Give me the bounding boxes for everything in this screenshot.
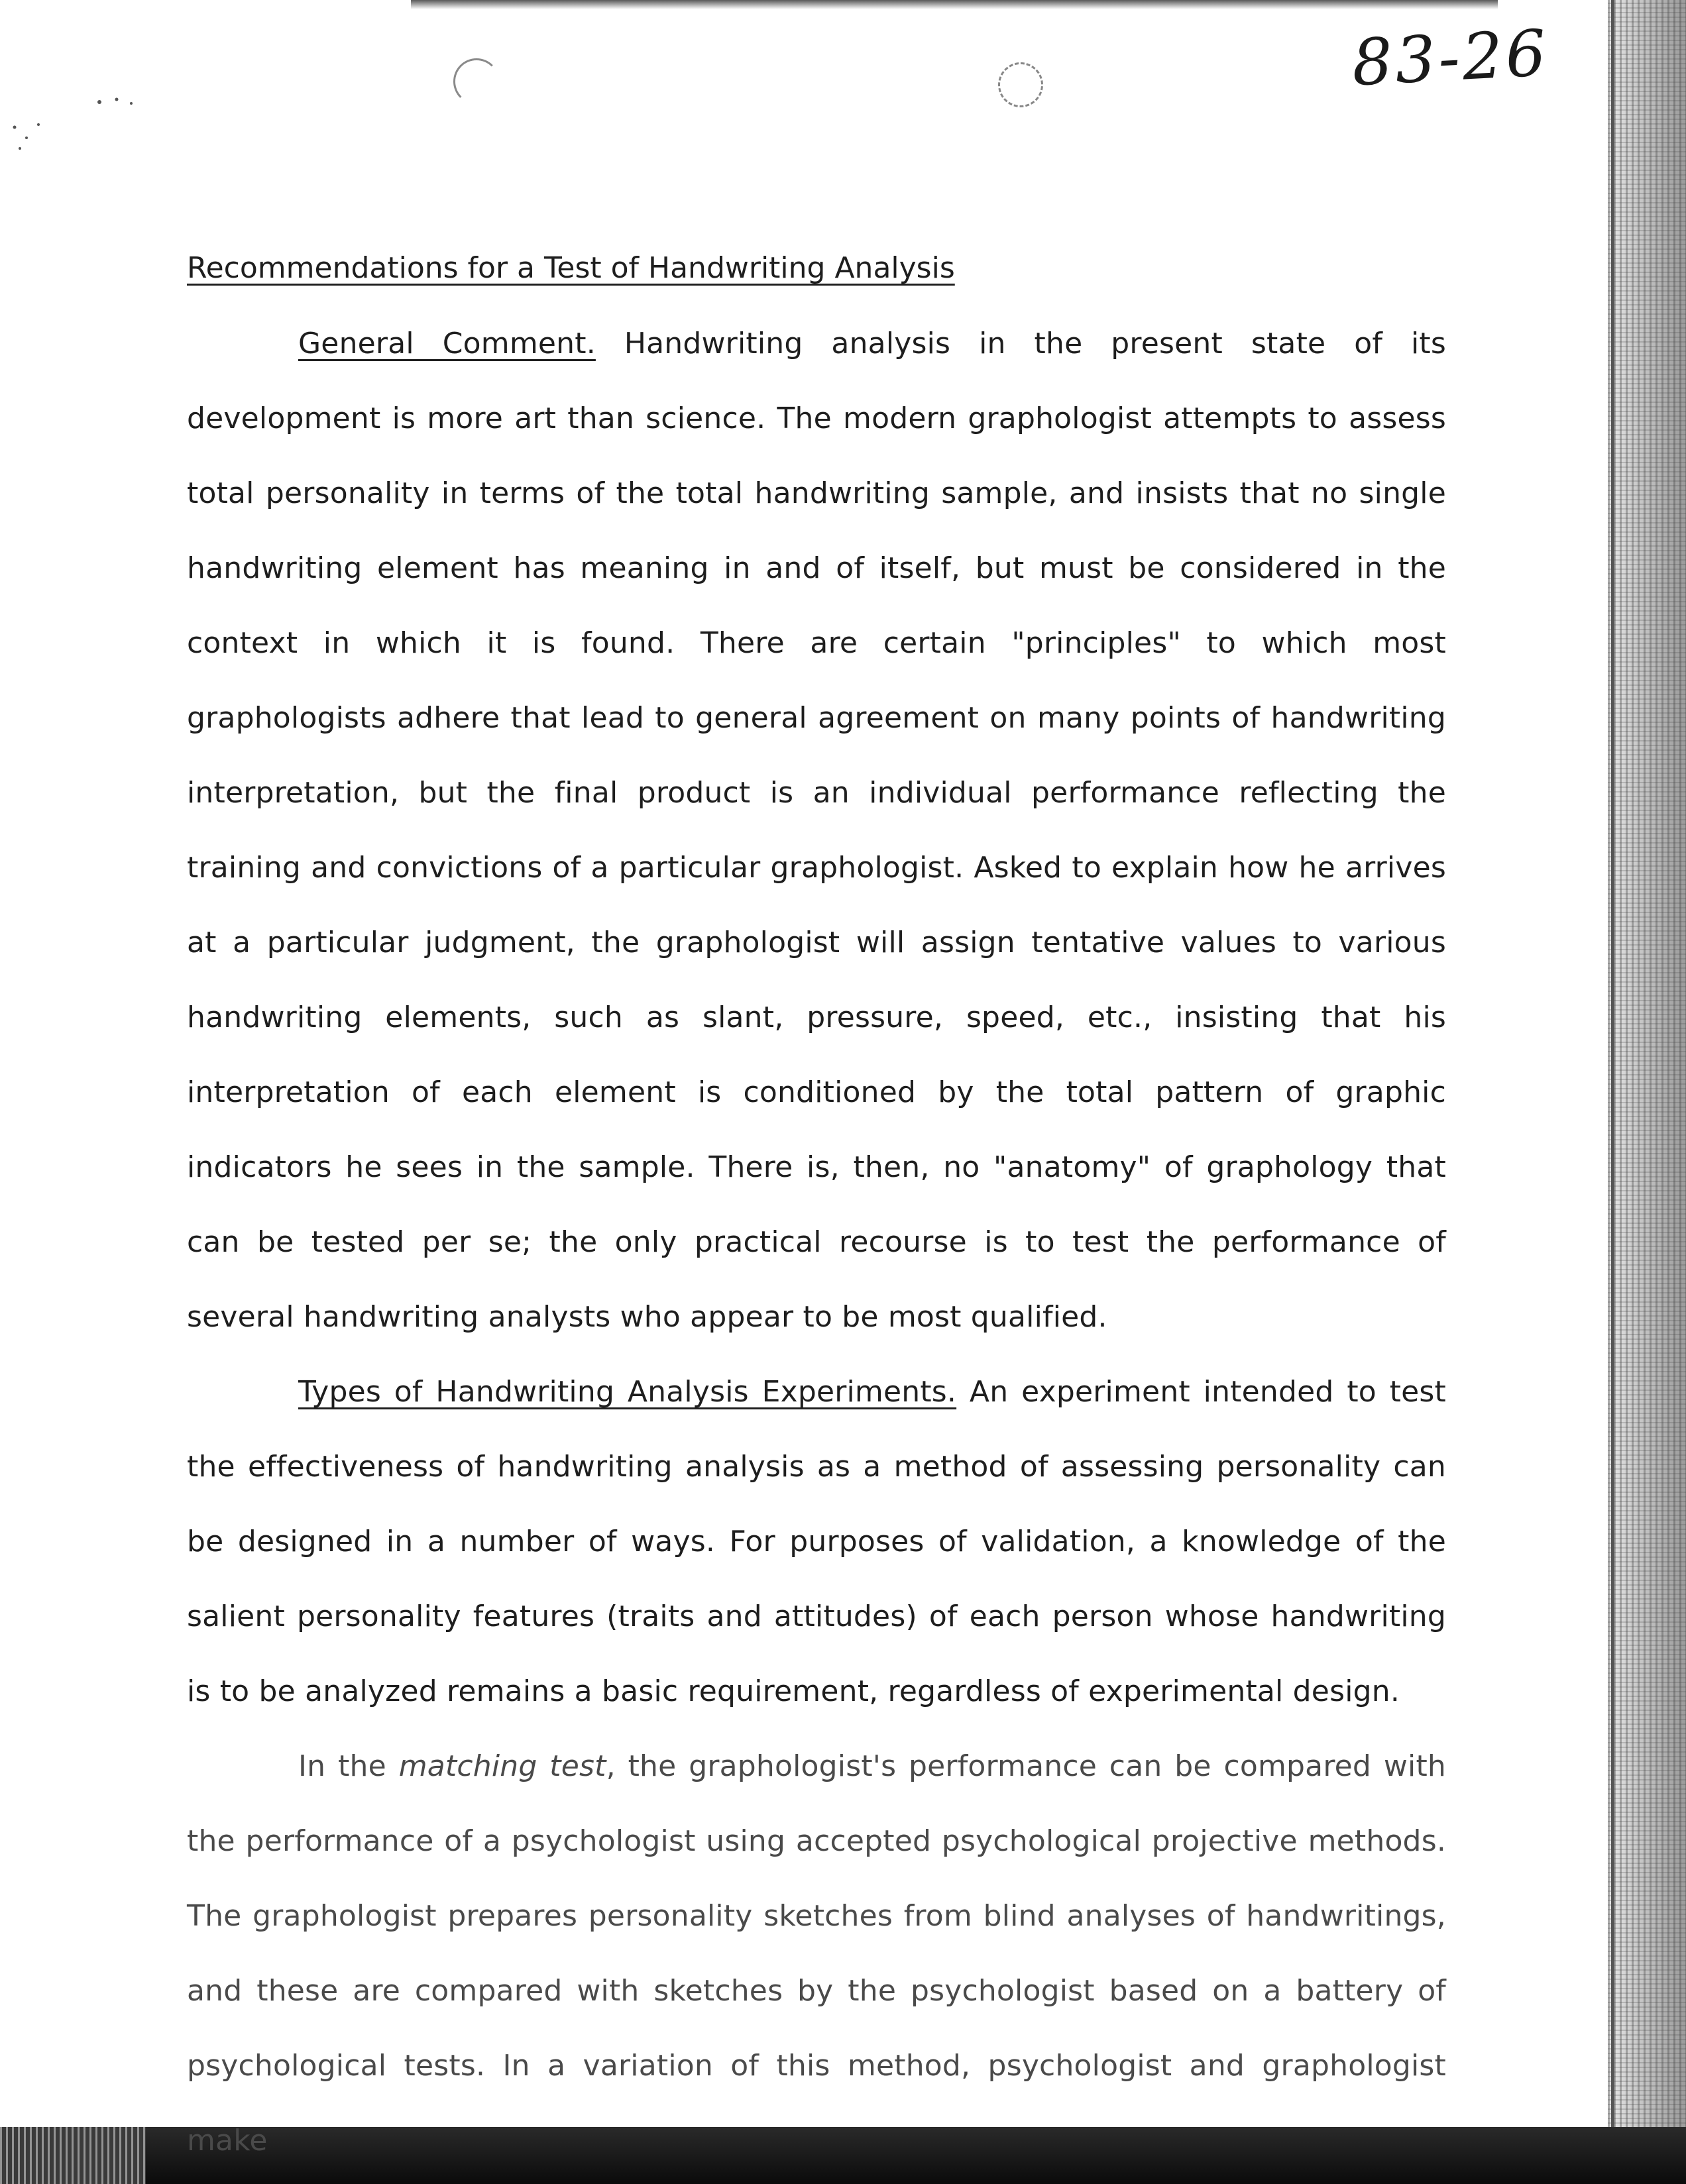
- paragraph-text-matching-test: , the graphologist's performance can be compared with the performance of a psychologist using accepted psychological projective methods. The graphologist prepares personality sketches from blind analyses of handwritings, and these are compared with sketches by the psychologist based on a battery of psychological tests. In a variation of this method, psychologist and graphologist make: [187, 1749, 1446, 2157]
- paragraph-text-general-comment: Handwriting analysis in the present state of its development is more art than science. The modern graphologist attempts to assess total personality in terms of the total handwriting sample, and insists that no single handwriting element has meaning in and of itself, but must be considered in the context in which it is found. There are certain "principles" to which most graphologists adhere that lead to general agreement on many points of handwriting interpretation, but the final product is an individual performance reflecting the training and convictions of a particular graphologist. Asked to explain how he arrives at a particular judgment, the graphologist will assign tentative values to various handwriting elements, such as slant, pressure, speed, etc., insisting that his interpretation of each element is conditioned by the total pattern of graphic indicators he sees in the sample. There is, then, no "anatomy" of graphology that can be tested per se; the only practical recourse is to test the performance of several handwriting analysts who appear to be most qualified.: [187, 327, 1446, 1334]
- section-heading-experiment-types: Types of Handwriting Analysis Experiments.: [298, 1375, 957, 1409]
- document-title: [187, 239, 1446, 298]
- paragraph-text-experiment-types: An experiment intended to test the effectiveness of handwriting analysis as a method of assessing personality can be designed in a number of ways. For purposes of validation, a knowledge of the salient personality features (traits and attitudes) of each person whose handwriting is to be analyzed remains a basic requirement, regardless of experimental design.: [187, 1375, 1446, 1708]
- scan-bottom-left-edge: [0, 2127, 146, 2184]
- paragraph-general-comment: [187, 306, 1446, 1354]
- punch-hole-right: [998, 62, 1043, 107]
- section-heading-general-comment: General Comment.: [298, 327, 596, 360]
- paragraph-matching-test: [187, 1729, 1446, 2178]
- emphasis-matching-test: matching test: [398, 1749, 606, 1783]
- scan-specks: [0, 86, 159, 166]
- document-title-text: Recommendations for a Test of Handwriting Analysis: [187, 251, 955, 285]
- document-body: [187, 239, 1446, 2178]
- scan-top-edge: [411, 0, 1498, 9]
- scan-right-edge: [1608, 0, 1686, 2184]
- paragraph-lead-matching-test: In the: [298, 1749, 399, 1783]
- paragraph-experiment-types: [187, 1354, 1446, 1729]
- punch-hole-left: [453, 58, 500, 105]
- scan-right-edge-line: [1611, 0, 1614, 2184]
- handwritten-annotation: 83-26: [1350, 15, 1551, 101]
